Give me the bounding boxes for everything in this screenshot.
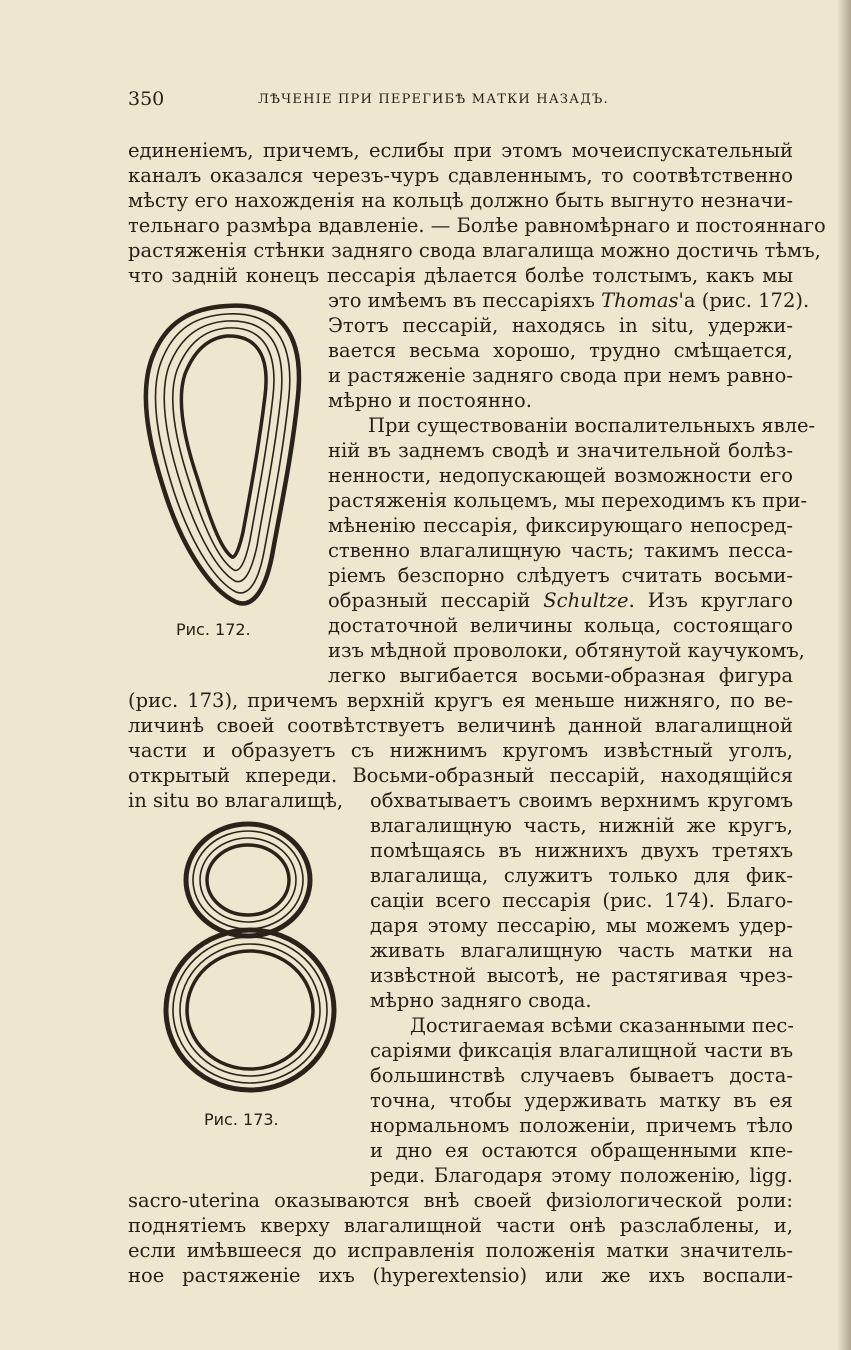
text-line: открытый кпереди. Восьми-образный пессарій, находящійся xyxy=(128,764,793,787)
text-line: и растяженіе задняго свода при немъ равно- xyxy=(328,364,793,387)
text-line: тельнаго размѣра вдавленіе. — Болѣе равномѣрнаго и постояннаго xyxy=(128,214,826,237)
text-line: саціи всего пессарія (рис. 174). Благо- xyxy=(370,889,793,912)
text-line: мѣсту его нахожденія на кольцѣ должно быть выгнуто незначи- xyxy=(128,189,793,212)
running-head: ЛѢЧЕНІЕ ПРИ ПЕРЕГИБѢ МАТКИ НАЗАДЪ. xyxy=(258,92,609,107)
text-line: изъ мѣдной проволоки, обтянутой каучукомъ, xyxy=(328,639,805,662)
text-line: влагалища, служитъ только для фик- xyxy=(370,864,793,887)
text-line: обхватываетъ своимъ верхнимъ кругомъ xyxy=(370,789,793,812)
text-line: что задній конецъ пессарія дѣлается болѣе толстымъ, какъ мы xyxy=(128,264,793,287)
text-line: in situ во влагалищѣ, xyxy=(128,789,344,812)
text-line: sacro-uterina оказываются внѣ своей физіологической роли: xyxy=(128,1189,793,1212)
text-line: ріемъ безспорно слѣдуетъ считать восьми- xyxy=(328,564,793,587)
text-line: если имѣвшееся до исправленія положенія матки значитель- xyxy=(128,1239,793,1262)
page-header xyxy=(128,88,793,114)
figure-173-schultze-pessary xyxy=(150,818,350,1103)
text-line: растяженія стѣнки задняго свода влагалища можно достичь тѣмъ, xyxy=(128,239,821,262)
text-line: поднятіемъ кверху влагалищной части онѣ разслаблены, и, xyxy=(128,1214,793,1237)
text-segment: образный пессарій xyxy=(328,589,544,612)
text-line: Достигаемая всѣми сказанными пес- xyxy=(410,1014,794,1037)
figure-173-caption: Рис. 173. xyxy=(204,1110,279,1129)
text-line: живать влагалищную часть матки на xyxy=(370,939,793,962)
text-line: личинѣ своей соотвѣтствуетъ величинѣ данной влагалищной xyxy=(128,714,793,737)
text-line: мѣрно и постоянно. xyxy=(328,389,532,412)
text-line xyxy=(328,288,810,313)
text-segment: это имѣемъ въ пессаріяхъ xyxy=(328,289,602,312)
text-line: Этотъ пессарій, находясь in situ, удержи- xyxy=(328,314,793,337)
text-segment: 'а (рис. 172). xyxy=(678,289,810,312)
text-line: точна, чтобы удерживать матку въ ея xyxy=(370,1089,793,1112)
text-line: достаточной величины кольца, состоящаго xyxy=(328,614,793,637)
text-line: ній въ заднемъ сводѣ и значительной болѣз- xyxy=(328,439,793,462)
author-name-thomas: Thomas xyxy=(601,289,679,312)
text-line: ненности, недопускающей возможности его xyxy=(328,464,793,487)
text-line: растяженія кольцемъ, мы переходимъ къ при- xyxy=(328,489,808,512)
text-line xyxy=(328,588,793,613)
text-line: и дно ея остаются обращенными кпе- xyxy=(370,1139,793,1162)
text-line: влагалищную часть, нижній же кругъ, xyxy=(370,814,793,837)
author-name-schultze: Schultze xyxy=(543,589,629,612)
text-line: реди. Благодаря этому положенію, ligg. xyxy=(370,1164,793,1187)
text-line: легко выгибается восьми-образная фигура xyxy=(328,664,793,687)
page-number: 350 xyxy=(128,88,165,110)
text-line: ственно влагалищную часть; такимъ песса- xyxy=(328,539,793,562)
text-line: мѣненію пессарія, фиксирующаго непосред- xyxy=(328,514,793,537)
text-line: При существованіи воспалительныхъ явле- xyxy=(368,414,816,437)
text-line: большинствѣ случаевъ бываетъ доста- xyxy=(370,1064,793,1087)
text-line: вается весьма хорошо, трудно смѣщается, xyxy=(328,339,793,362)
text-line: извѣстной высотѣ, не растягивая чрез- xyxy=(370,964,793,987)
text-line: мѣрно задняго свода. xyxy=(370,989,592,1012)
text-line: саріями фиксація влагалищной части въ xyxy=(370,1039,793,1062)
text-line: даря этому пессарію, мы можемъ удер- xyxy=(370,914,793,937)
text-line: каналъ оказался черезъ-чуръ сдавленнымъ, то соотвѣтственно xyxy=(128,164,793,187)
text-segment: . Изъ круглаго xyxy=(628,589,793,612)
text-line: ное растяженіе ихъ (hyperextensio) или же ихъ воспали- xyxy=(128,1264,793,1287)
page-edge-shadow xyxy=(837,0,851,1350)
text-line: нормальномъ положеніи, причемъ тѣло xyxy=(370,1114,793,1137)
text-line: помѣщаясь въ нижнихъ двухъ третяхъ xyxy=(370,839,793,862)
text-line: единеніемъ, причемъ, еслибы при этомъ мочеиспускательный xyxy=(128,139,793,162)
text-line: (рис. 173), причемъ верхній кругъ ея меньше нижняго, по ве- xyxy=(128,689,793,712)
text-line: части и образуетъ съ нижнимъ кругомъ извѣстный уголъ, xyxy=(128,739,793,762)
figure-172-thomas-pessary xyxy=(132,296,312,611)
figure-172-caption: Рис. 172. xyxy=(176,620,251,639)
